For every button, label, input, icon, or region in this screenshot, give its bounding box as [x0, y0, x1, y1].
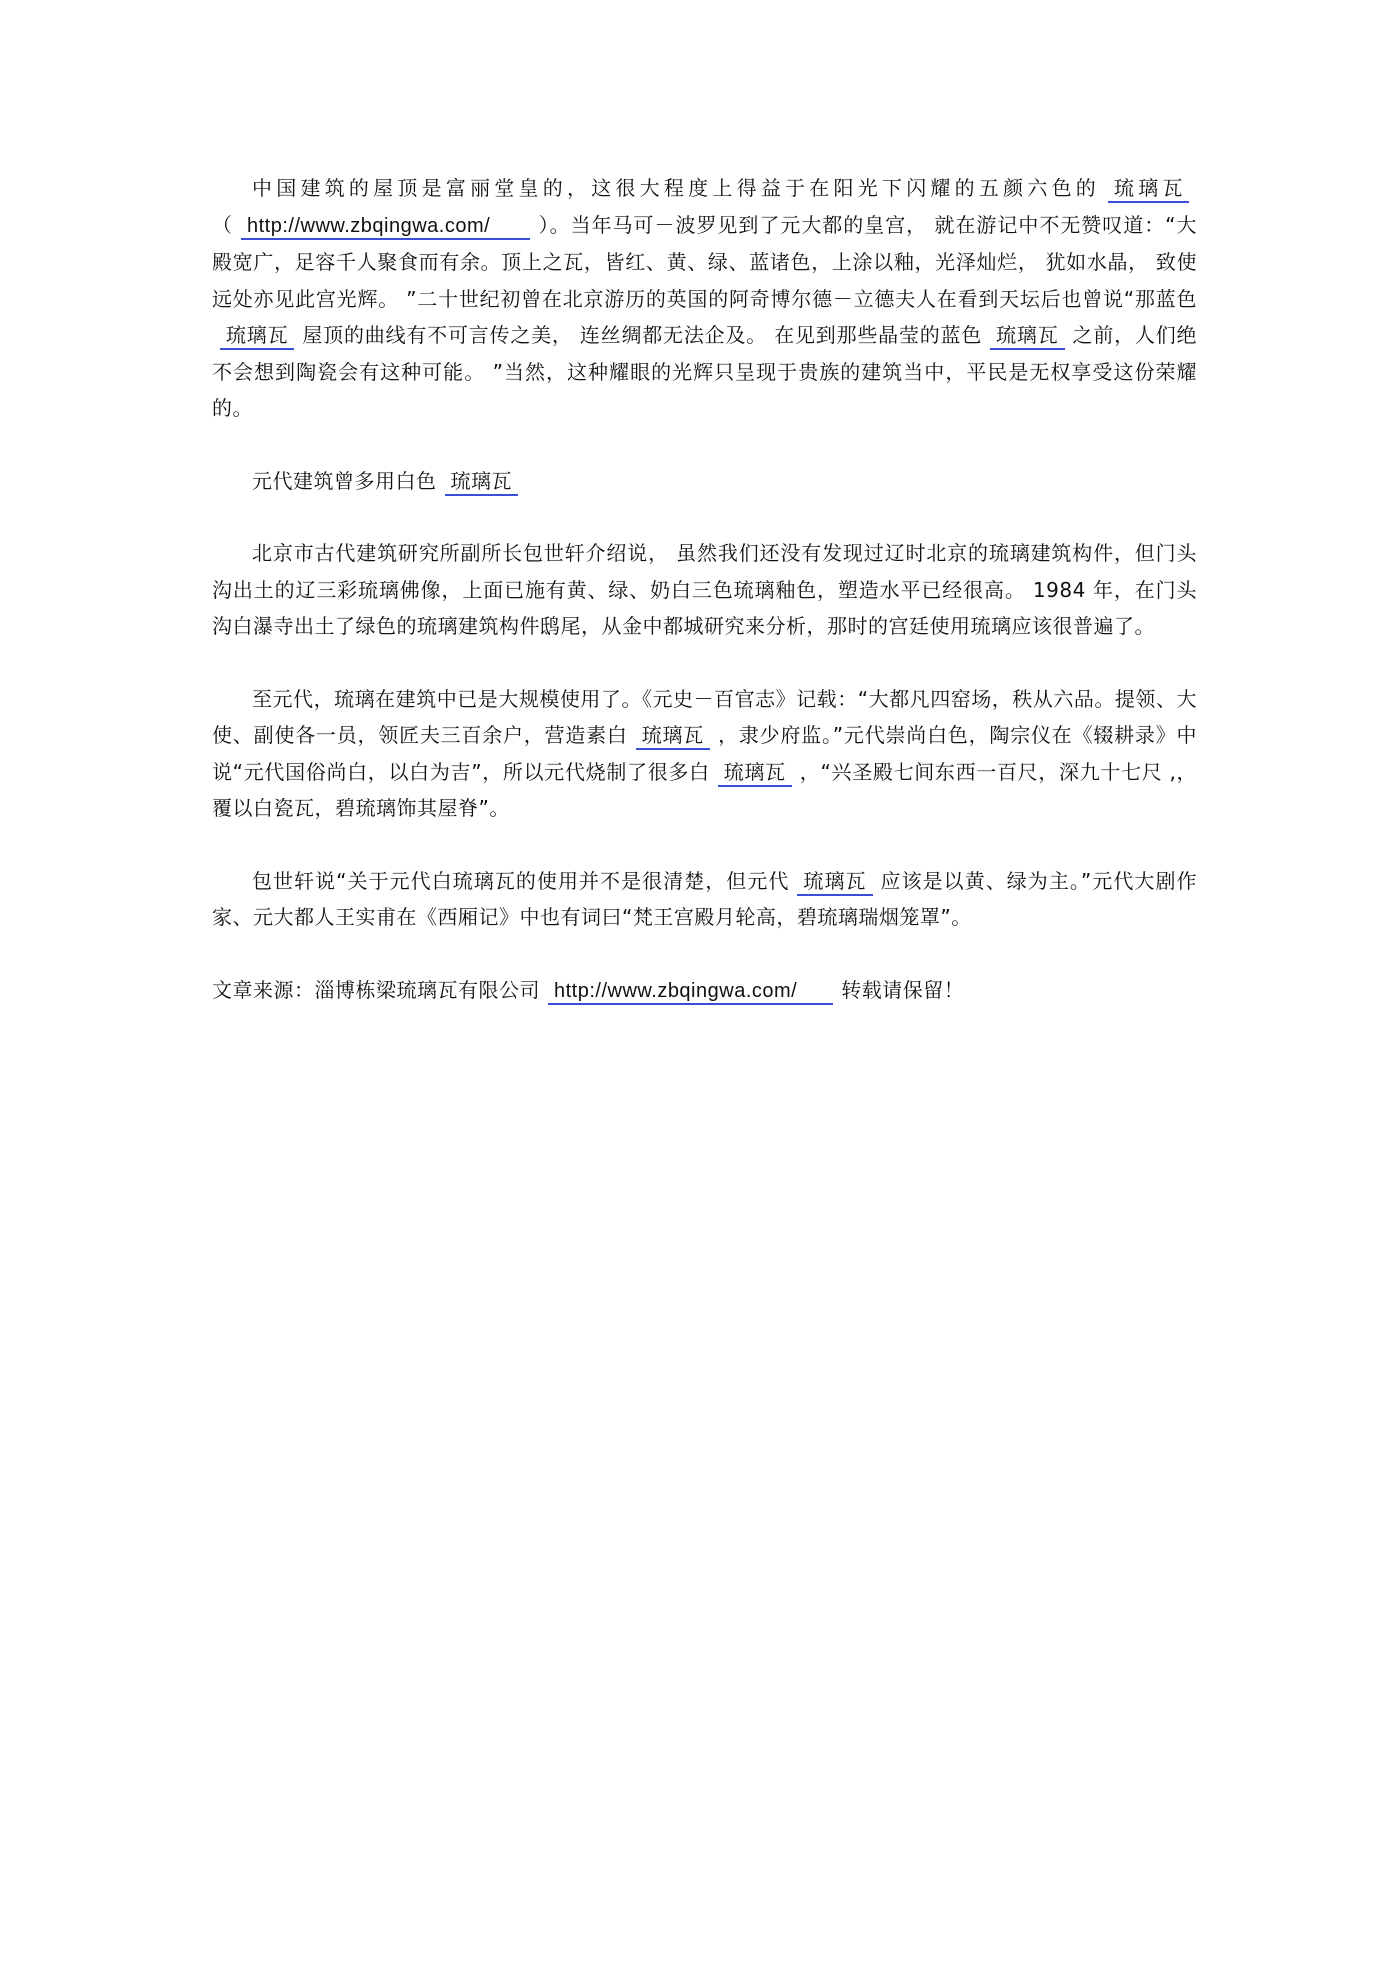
- article-source: [212, 972, 1197, 1010]
- text-segment: 之前，人们绝不会想到陶瓷会有这种可能。 ”当然，这种耀眼的光辉只呈现于贵族的建筑当中，平民是无权享受这份荣耀的。: [212, 323, 1198, 420]
- text-segment: 包世轩说“关于元代白琉璃瓦的使用并不是很清楚，但元代: [252, 868, 790, 893]
- source-label: 文章来源：淄博栋梁琉璃瓦有限公司: [212, 977, 540, 1002]
- glazed-tile-link[interactable]: 琉璃瓦: [797, 869, 872, 896]
- paragraph-bao-shixuan: [212, 863, 1197, 936]
- text-segment: 应该是以黄、绿为主。”元代大剧作家、元大都人王实甫在《西厢记》中也有词曰“梵王宫殿月轮高，碧琉璃瑞烟笼罩”。: [212, 868, 1197, 929]
- text-segment: 至元代，琉璃在建筑中已是大规模使用了。《元史－百官志》记载：“大都凡四窑场，秩从六品。提领、大使、副使各一员，领匠夫三百余户，营造素白: [212, 686, 1197, 747]
- source-suffix: 转载请保留！: [841, 977, 965, 1002]
- glazed-tile-link[interactable]: 琉璃瓦: [990, 323, 1064, 350]
- website-link[interactable]: http://www.zbqingwa.com/: [241, 215, 530, 240]
- text-segment: ，隶少府监。”元代崇尚白色，陶宗仪在《辍耕录》中说“元代国俗尚白，以白为吉”，所以元代烧制了很多白: [212, 723, 1198, 784]
- text-segment: 元代建筑曾多用白色: [252, 468, 437, 493]
- glazed-tile-link[interactable]: 琉璃瓦: [220, 323, 294, 350]
- paragraph-intro: [212, 170, 1197, 427]
- paragraph-heading: [212, 463, 1197, 500]
- paragraph-yuan-dynasty: [212, 681, 1197, 827]
- text-segment: 屋顶的曲线有不可言传之美， 连丝绸都无法企及。 在见到那些晶莹的蓝色: [302, 323, 983, 347]
- glazed-tile-link[interactable]: 琉璃瓦: [445, 469, 519, 496]
- text-segment: ）。当年马可－波罗见到了元大都的皇宫， 就在游记中不无赞叹道：“大殿宽广，足容千人聚食而有余。顶上之瓦，皆红、黄、绿、蓝诸色，上涂以釉，光泽灿烂， 犹如水晶， 致使远处亦见此宫光辉。 ”二十世纪初曾在北京游历的英国的阿奇博尔德－立德夫人在看到天坛后也曾说“那蓝色: [212, 212, 1198, 311]
- text-segment: ，“兴圣殿七间东西一百尺，深九十七尺 ,，覆以白瓷瓦，碧琉璃饰其屋脊”。: [212, 759, 1197, 820]
- glazed-tile-link[interactable]: 琉璃瓦: [718, 760, 792, 787]
- text-segment: 中国建筑的屋顶是富丽堂皇的，这很大程度上得益于在阳光下闪耀的五颜六色的: [252, 176, 1101, 200]
- text-segment: 北京市古代建筑研究所副所长包世轩介绍说， 虽然我们还没有发现过辽时北京的琉璃建筑构件，但门头沟出土的辽三彩琉璃佛像，上面已施有黄、绿、奶白三色琉璃釉色，塑造水平已经很高。 1984 年，在门头沟白瀑寺出土了绿色的琉璃建筑构件鸱尾，从金中都城研究来分析，那时的宫廷使用琉璃应该很普遍了。: [212, 541, 1197, 638]
- article-body: [212, 170, 1197, 1045]
- glazed-tile-link[interactable]: 琉璃瓦: [1108, 176, 1189, 203]
- paragraph-liao-dynasty: [212, 535, 1197, 645]
- glazed-tile-link[interactable]: 琉璃瓦: [636, 723, 710, 750]
- source-website-link[interactable]: http://www.zbqingwa.com/: [548, 980, 833, 1005]
- text-segment: （: [212, 212, 233, 237]
